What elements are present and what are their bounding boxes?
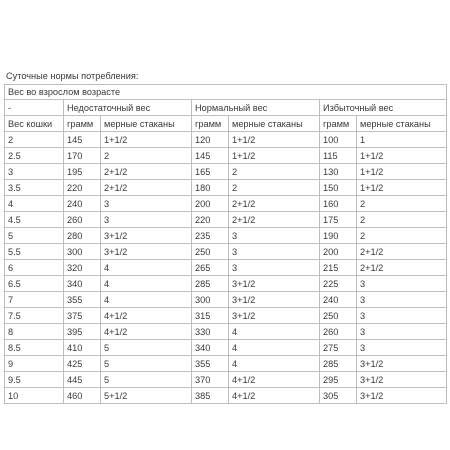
cell-cups: 4	[101, 260, 192, 276]
cell-cups: 3	[357, 308, 447, 324]
group-header-overweight: Избыточный вес	[320, 100, 447, 116]
cell-grams: 190	[320, 228, 357, 244]
cell-cups: 3	[229, 228, 320, 244]
cell-grams: 130	[320, 164, 357, 180]
cell-cups: 2	[229, 164, 320, 180]
cell-grams: 275	[320, 340, 357, 356]
cell-cups: 4+1/2	[101, 324, 192, 340]
column-header-row	[5, 116, 447, 132]
cell-cups: 2+1/2	[101, 180, 192, 196]
cell-grams: 220	[192, 212, 229, 228]
cell-cat-weight: 2	[5, 132, 64, 148]
cell-cat-weight: 8.5	[5, 340, 64, 356]
cell-cups: 3+1/2	[357, 372, 447, 388]
cell-grams: 225	[320, 276, 357, 292]
cell-cups: 3+1/2	[101, 228, 192, 244]
cell-cups: 2	[357, 212, 447, 228]
column-header-cups: мерные стаканы	[101, 116, 192, 132]
cell-grams: 295	[320, 372, 357, 388]
cell-grams: 425	[64, 356, 101, 372]
column-header-cups: мерные стаканы	[229, 116, 320, 132]
cell-cups: 3	[101, 212, 192, 228]
table-row	[5, 324, 447, 340]
table-row	[5, 340, 447, 356]
cell-cups: 4+1/2	[101, 308, 192, 324]
cell-grams: 260	[64, 212, 101, 228]
column-header-cat-weight: Вес кошки	[5, 116, 64, 132]
cell-cups: 3+1/2	[229, 276, 320, 292]
cell-cups: 1+1/2	[229, 132, 320, 148]
cell-cups: 3	[357, 324, 447, 340]
cell-cups: 2+1/2	[101, 164, 192, 180]
table-row	[5, 276, 447, 292]
cell-grams: 145	[64, 132, 101, 148]
cell-cups: 3	[357, 292, 447, 308]
cell-grams: 375	[64, 308, 101, 324]
cell-cat-weight: 9	[5, 356, 64, 372]
group-header-dash: -	[5, 100, 64, 116]
cell-cups: 5+1/2	[101, 388, 192, 404]
cell-cups: 2	[357, 228, 447, 244]
cell-grams: 410	[64, 340, 101, 356]
cell-cat-weight: 3.5	[5, 180, 64, 196]
cell-cups: 3+1/2	[229, 292, 320, 308]
cell-cups: 5	[101, 340, 192, 356]
cell-cups: 4+1/2	[229, 388, 320, 404]
cell-grams: 220	[64, 180, 101, 196]
cell-grams: 280	[64, 228, 101, 244]
cell-cups: 2+1/2	[229, 196, 320, 212]
cell-cups: 1+1/2	[357, 148, 447, 164]
table-row	[5, 228, 447, 244]
cell-grams: 175	[320, 212, 357, 228]
cell-cat-weight: 2.5	[5, 148, 64, 164]
column-header-grams: грамм	[192, 116, 229, 132]
cell-cat-weight: 7.5	[5, 308, 64, 324]
cell-cat-weight: 7	[5, 292, 64, 308]
cell-cups: 3	[357, 276, 447, 292]
cell-cat-weight: 4	[5, 196, 64, 212]
cell-grams: 145	[192, 148, 229, 164]
table-row	[5, 212, 447, 228]
cell-grams: 460	[64, 388, 101, 404]
cell-cups: 4+1/2	[229, 372, 320, 388]
table-row	[5, 356, 447, 372]
cell-cups: 1+1/2	[229, 148, 320, 164]
cell-grams: 445	[64, 372, 101, 388]
cell-cat-weight: 4.5	[5, 212, 64, 228]
table-row	[5, 132, 447, 148]
cell-grams: 200	[192, 196, 229, 212]
cell-grams: 300	[192, 292, 229, 308]
group-header-normal: Нормальный вес	[192, 100, 320, 116]
cell-cups: 2+1/2	[357, 260, 447, 276]
table-row	[5, 196, 447, 212]
cell-cat-weight: 8	[5, 324, 64, 340]
cell-cups: 2	[357, 196, 447, 212]
table-row	[5, 148, 447, 164]
cell-cups: 3+1/2	[357, 388, 447, 404]
table-row	[5, 308, 447, 324]
cell-grams: 265	[192, 260, 229, 276]
cell-cups: 4	[229, 324, 320, 340]
cell-grams: 285	[192, 276, 229, 292]
cell-grams: 120	[192, 132, 229, 148]
cell-cups: 3	[229, 260, 320, 276]
cell-cups: 4	[101, 292, 192, 308]
cell-grams: 250	[320, 308, 357, 324]
cell-cups: 1	[357, 132, 447, 148]
cell-cups: 4	[101, 276, 192, 292]
cell-cups: 3	[101, 196, 192, 212]
table-body	[5, 85, 447, 404]
cell-grams: 340	[64, 276, 101, 292]
cell-grams: 330	[192, 324, 229, 340]
cell-grams: 300	[64, 244, 101, 260]
cell-cat-weight: 5	[5, 228, 64, 244]
cell-grams: 315	[192, 308, 229, 324]
cell-grams: 200	[320, 244, 357, 260]
cell-grams: 250	[192, 244, 229, 260]
table-row	[5, 388, 447, 404]
column-header-grams: грамм	[64, 116, 101, 132]
cell-cups: 1+1/2	[101, 132, 192, 148]
adult-weight-title: Вес во взрослом возрасте	[5, 85, 447, 100]
cell-grams: 395	[64, 324, 101, 340]
cell-cups: 1+1/2	[357, 164, 447, 180]
cell-cat-weight: 6.5	[5, 276, 64, 292]
cell-grams: 180	[192, 180, 229, 196]
table-row	[5, 260, 447, 276]
cell-cups: 3+1/2	[229, 308, 320, 324]
table-row	[5, 164, 447, 180]
cell-grams: 115	[320, 148, 357, 164]
cell-grams: 320	[64, 260, 101, 276]
column-header-cups: мерные стаканы	[357, 116, 447, 132]
table-row	[5, 180, 447, 196]
cell-grams: 170	[64, 148, 101, 164]
span-title-row	[5, 85, 447, 100]
cell-grams: 195	[64, 164, 101, 180]
cell-cat-weight: 9.5	[5, 372, 64, 388]
cell-grams: 215	[320, 260, 357, 276]
cell-grams: 355	[64, 292, 101, 308]
cell-cups: 4	[229, 356, 320, 372]
cell-cups: 5	[101, 372, 192, 388]
cell-cat-weight: 6	[5, 260, 64, 276]
cell-cups: 1+1/2	[357, 180, 447, 196]
cell-cups: 3+1/2	[101, 244, 192, 260]
column-header-grams: грамм	[320, 116, 357, 132]
group-header-row	[5, 100, 447, 116]
table-row	[5, 372, 447, 388]
cell-grams: 355	[192, 356, 229, 372]
cell-cups: 2+1/2	[229, 212, 320, 228]
cell-grams: 370	[192, 372, 229, 388]
table-row	[5, 292, 447, 308]
feeding-norms-table	[4, 84, 447, 404]
cell-grams: 305	[320, 388, 357, 404]
cell-grams: 165	[192, 164, 229, 180]
cell-cups: 2	[229, 180, 320, 196]
cell-cups: 3	[229, 244, 320, 260]
cell-cups: 4	[229, 340, 320, 356]
cell-cups: 3+1/2	[357, 356, 447, 372]
cell-cat-weight: 5.5	[5, 244, 64, 260]
cell-grams: 235	[192, 228, 229, 244]
cell-grams: 285	[320, 356, 357, 372]
table-caption: Суточные нормы потребления:	[6, 71, 139, 81]
cell-grams: 385	[192, 388, 229, 404]
cell-grams: 260	[320, 324, 357, 340]
cell-grams: 240	[320, 292, 357, 308]
table-row	[5, 244, 447, 260]
cell-cups: 2	[101, 148, 192, 164]
cell-grams: 150	[320, 180, 357, 196]
cell-grams: 160	[320, 196, 357, 212]
cell-cat-weight: 10	[5, 388, 64, 404]
cell-cups: 2+1/2	[357, 244, 447, 260]
group-header-underweight: Недостаточный вес	[64, 100, 192, 116]
cell-cat-weight: 3	[5, 164, 64, 180]
cell-grams: 340	[192, 340, 229, 356]
cell-cups: 3	[357, 340, 447, 356]
cell-grams: 100	[320, 132, 357, 148]
cell-grams: 240	[64, 196, 101, 212]
cell-cups: 5	[101, 356, 192, 372]
